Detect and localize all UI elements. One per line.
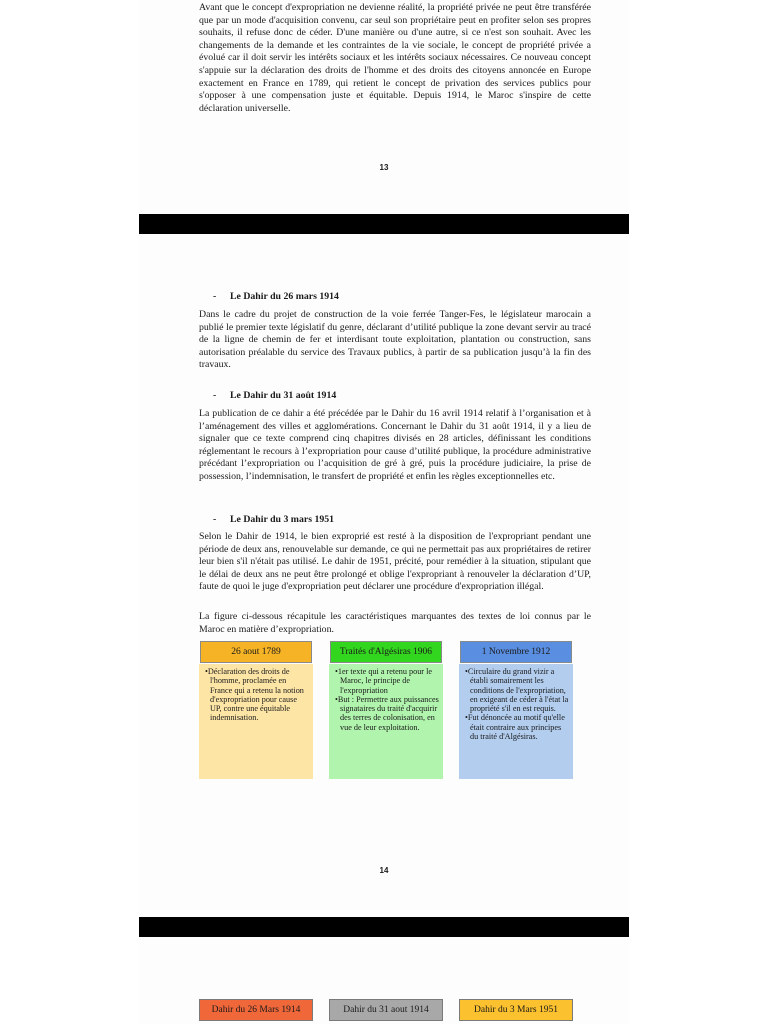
- timeline-tab-1914-mars: Dahir du 26 Mars 1914: [199, 999, 313, 1021]
- heading-title: Le Dahir du 3 mars 1951: [230, 514, 335, 525]
- page-number: 14: [379, 866, 389, 875]
- section-heading-dahir-1914-aout: [213, 390, 336, 401]
- figure-intro: La figure ci-dessous récapitule les caractéristiques marquantes des textes de loi connus par le Maroc en matière d’expropriation.: [199, 611, 591, 635]
- timeline-box-title: Traités d'Algésiras 1906: [330, 641, 442, 663]
- section-heading-dahir-1951: [213, 514, 334, 525]
- heading-title: Le Dahir du 26 mars 1914: [230, 291, 339, 302]
- timeline-box-body: [329, 664, 443, 779]
- timeline-tab-1951: Dahir du 3 Mars 1951: [459, 999, 573, 1021]
- page-separator: [139, 214, 629, 234]
- timeline-box-body: [199, 664, 313, 779]
- heading-bullet: -: [213, 291, 217, 302]
- section-text: La publication de ce dahir a été précédée par le Dahir du 16 avril 1914 relatif à l’organisation et à l’aménagement des villes et agglomérations. Concernant le Dahir du 31 août 1914, il y a lieu de signaler que ce texte comprend cinq chapitres divisés en 28 articles, définissant les conditions réglementant le recours à l’expropriation pour cause d’utilité publique, la procédure administrative précédant l’expropriation ou l’acquisition de gré à gré, puis la procédure judiciaire, la prise de possession, l’indemnisation, le transfert de propriété et enfin les règles exceptionnelles etc.: [199, 408, 591, 482]
- page-number: 13: [379, 163, 389, 172]
- timeline-box-title: 26 aout 1789: [200, 641, 312, 663]
- section-text: Dans le cadre du projet de construction de la voie ferrée Tanger-Fes, le législateur marocain a publié le premier texte législatif du genre, déclarant d’utilité publique la zone devant servir au tracé de la ligne de chemin de fer et interdisant toute exploitation, plantation ou construction, sans autorisation préalable du service des Travaux publics, à partir de sa publication jusqu’à la fin des travaux.: [199, 309, 591, 371]
- timeline-box-item: • Fut dénoncée au motif qu'elle était contraire aux principes du traité d'Algésiras.: [465, 713, 569, 741]
- timeline-box-item: • Circulaire du grand vizir a établi somairement les conditions de l'expropriation, en exigeant de céder à l'état la propriété s'il en est requis.: [465, 667, 569, 713]
- timeline-box-title: 1 Novembre 1912: [460, 641, 572, 663]
- timeline-box-item: • But : Permettre aux puissances signataires du traité d'acquirir des terres de colonisation, en vue de leur exploitation.: [335, 695, 439, 732]
- page-13-paragraph: Avant que le concept d'expropriation ne devienne réalité, la propriété privée ne peut être transférée que par un mode d'acquisition convenu, car seul son propriétaire peut en profiter selon ses propres souhaits, il refuse donc de céder. D'une manière ou d'une autre, si ce n'est son souhait. Avec les changements de la demande et les contraintes de la vie sociale, le concept de propriété privée a évolué car il doit servir les intérêts sociaux et les intérêts sociaux nécessaires. Ce nouveau concept s'appuie sur la déclaration des droits de l'homme et des droits des citoyens annoncée en Europe exactement en France en 1789, qui retient le concept de privation des services publics pour s'opposer à une compensation juste et équitable. Depuis 1914, le Maroc s'inspire de cette déclaration universelle.: [199, 2, 591, 114]
- timeline-box-body: [459, 664, 573, 779]
- timeline-box-item: • Déclaration des droits de l'homme, proclamée en France qui a retenu la notion d'expropriation pour cause UP, contre une équitable indemnisation.: [205, 667, 309, 723]
- timeline-tab-1914-aout: Dahir du 31 aout 1914: [329, 999, 443, 1021]
- timeline-box-item: • 1er texte qui a retenu pour le Maroc, le principe de l'expropriation: [335, 667, 439, 695]
- heading-bullet: -: [213, 390, 217, 401]
- heading-title: Le Dahir du 31 août 1914: [230, 390, 337, 401]
- section-text: Selon le Dahir de 1914, le bien exproprié est resté à la disposition de l'expropriant pendant une période de deux ans, renouvelable sur demande, ce qui ne permettait pas aux propriétaires de retirer leur bien s'il n'était pas utilisé. Le dahir de 1951, précité, pour remédier à la situation, stipulant que le délai de deux ans ne peut être prolongé et oblige l'expropriant à renouveler la déclaration d’UP, faute de quoi le juge d'expropriation peut déclarer une procédure d'expropriation illégal.: [199, 531, 591, 593]
- section-heading-dahir-1914-mars: [213, 291, 339, 302]
- page-separator: [139, 917, 629, 937]
- heading-bullet: -: [213, 514, 217, 525]
